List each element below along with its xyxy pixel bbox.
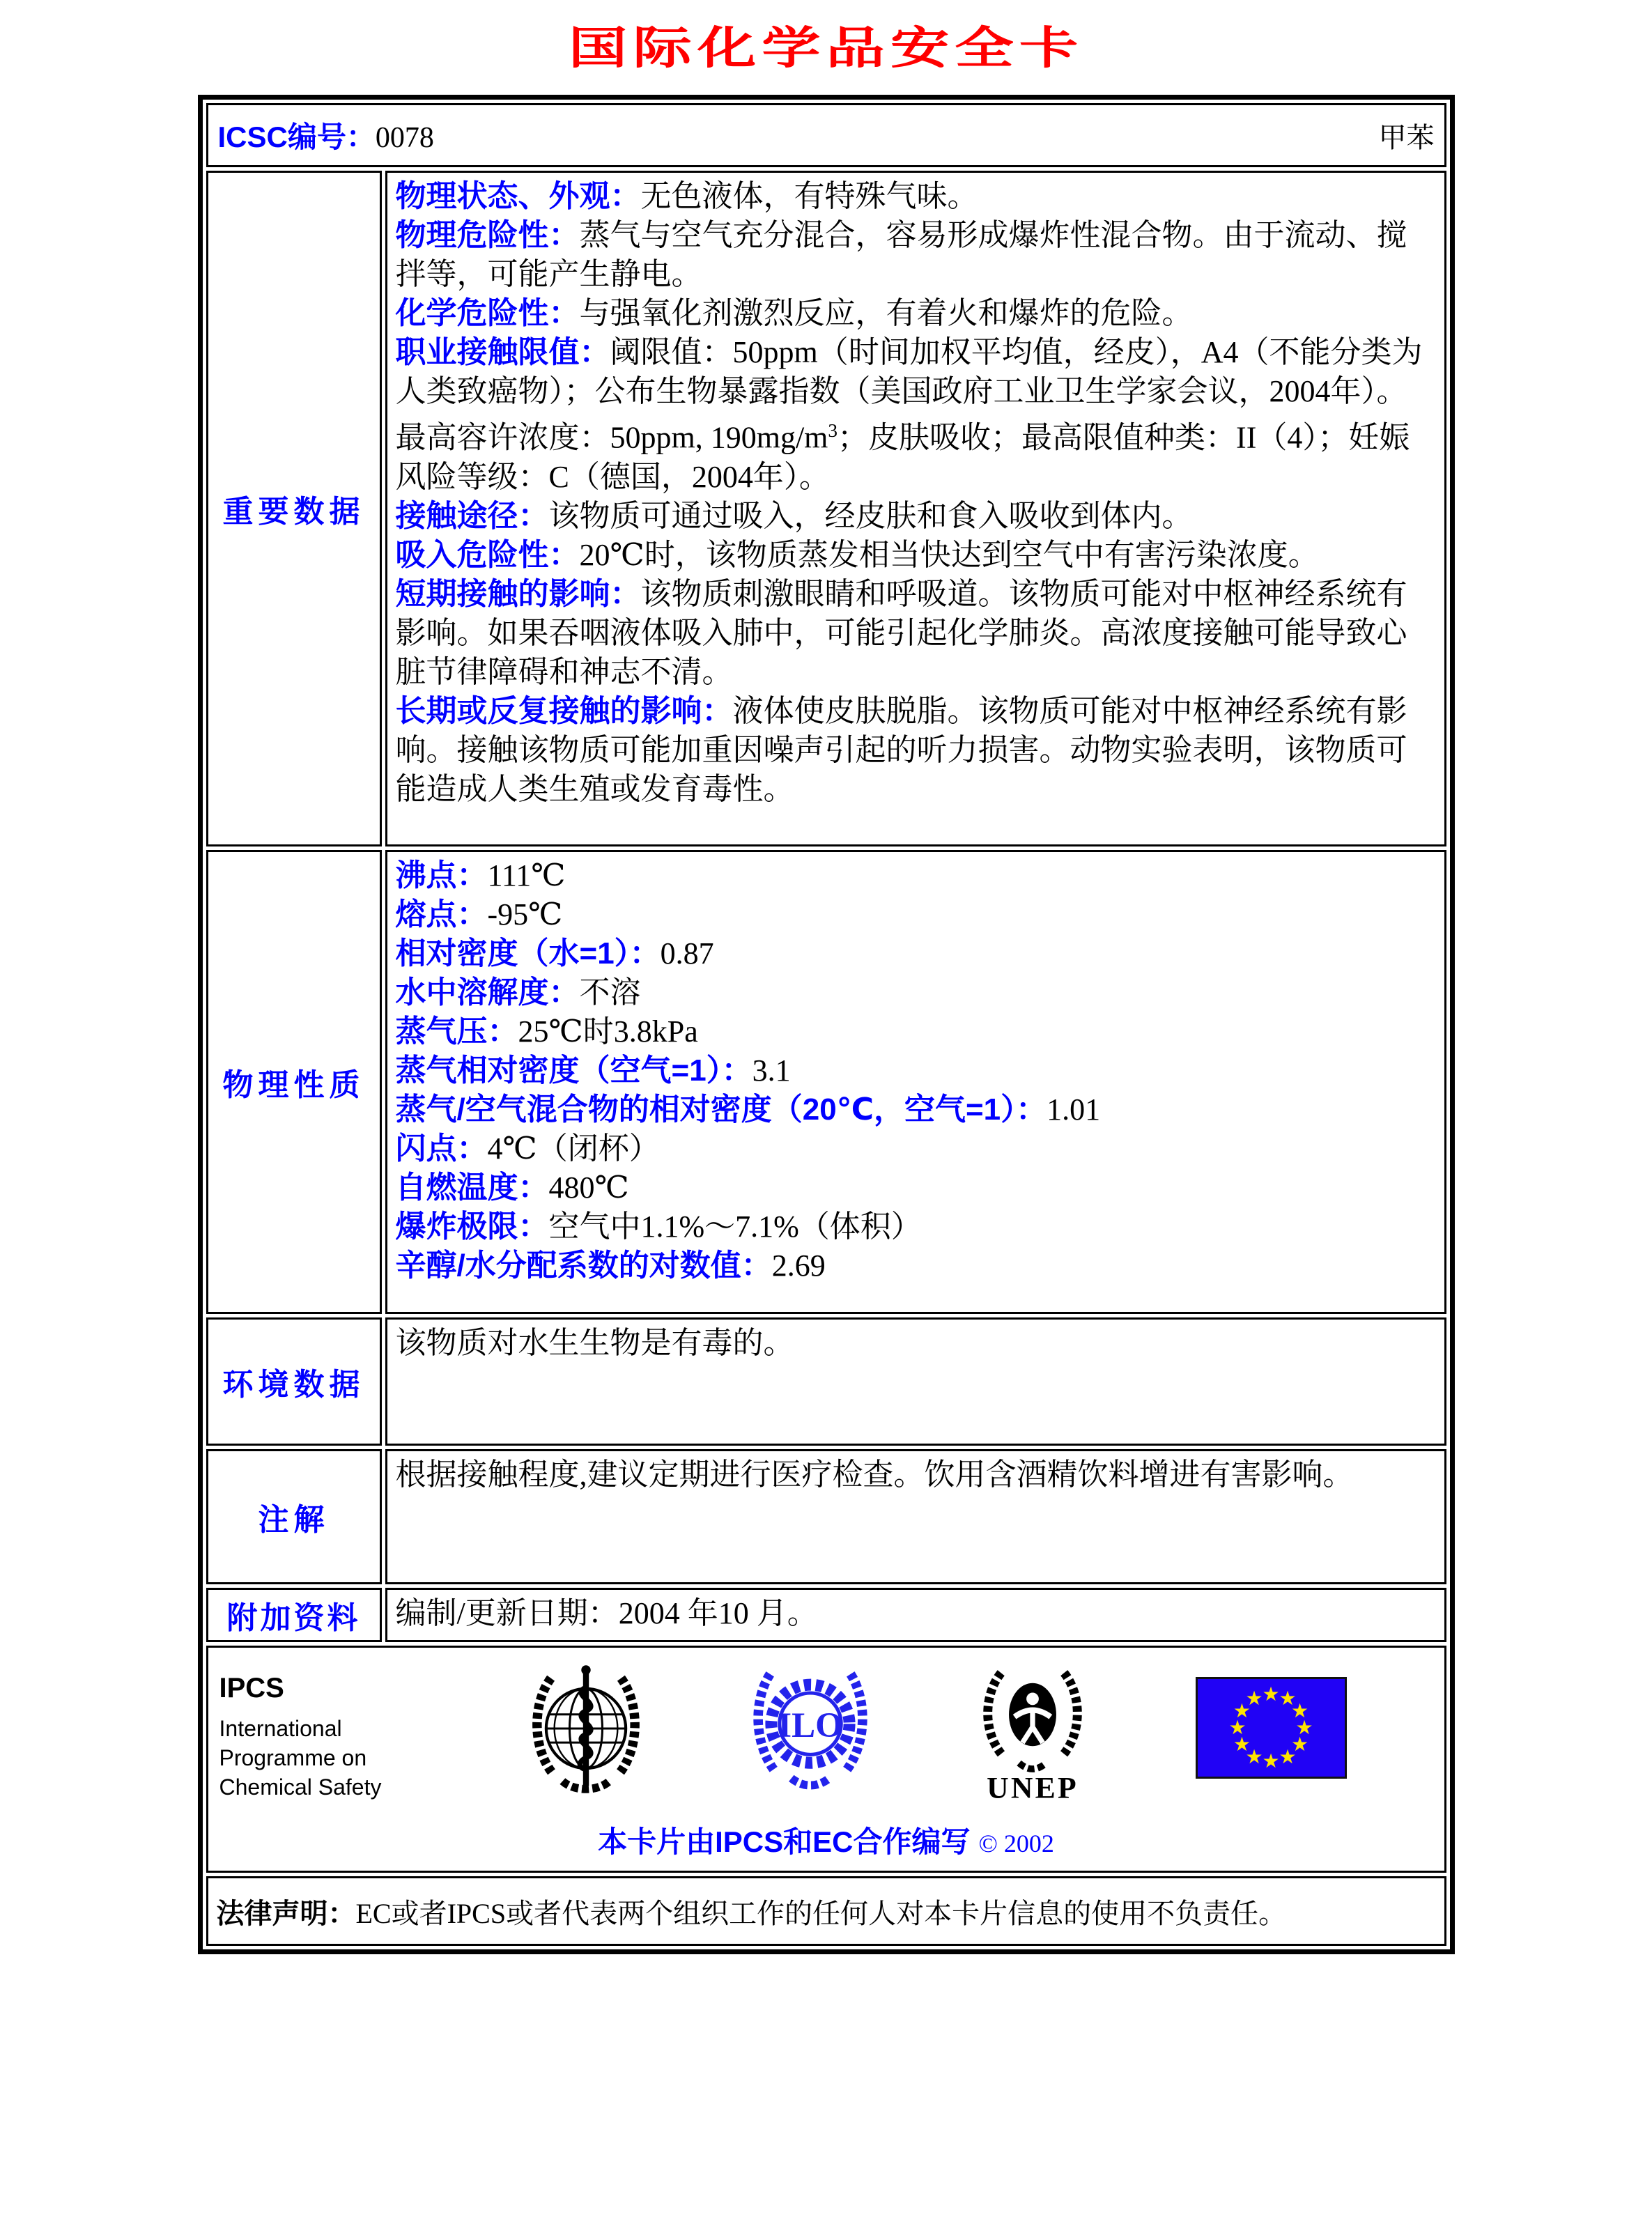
section-label-environmental-data: 环境数据 <box>206 1317 382 1446</box>
field-label: 蒸气压： <box>395 1014 518 1049</box>
section-content-environmental-data <box>385 1317 1446 1446</box>
paragraph <box>396 1324 1436 1363</box>
header-cell <box>206 103 1446 167</box>
text-run: 根据接触程度,建议定期进行医疗检查。饮用含酒精饮料增进有害影响。 <box>395 1458 1354 1492</box>
field-label: 爆炸极限： <box>395 1209 549 1244</box>
notes-text <box>396 1455 1436 1578</box>
section-row-environmental-data <box>206 1317 1446 1446</box>
text-run: 与强氧化剂激烈反应，有着火和爆炸的危险。 <box>579 296 1193 330</box>
section-label-important-data: 重要数据 <box>206 171 382 846</box>
credit-text: 本卡片由IPCS和EC合作编写 <box>598 1825 971 1858</box>
icsc-number-value: 0078 <box>375 122 434 154</box>
text-run: 20℃时，该物质蒸发相当快达到空气中有害污染浓度。 <box>579 537 1319 572</box>
field-label: 相对密度（水=1）： <box>395 936 661 971</box>
paragraph <box>396 216 1436 294</box>
text-run: 不溶 <box>579 975 641 1010</box>
text-run: 阈限值：50ppm（时间加权平均值，经皮），A4（不能分类为人类致癌物）；公布生物暴露指数（美国政府工业卫生学家会议，2004年）。最高容许浓度：50ppm, 190mg/m <box>395 335 1423 455</box>
text-run: 空气中1.1%～7.1%（体积） <box>548 1209 922 1244</box>
paragraph <box>396 1246 1436 1285</box>
field-label: 物理状态、外观： <box>395 179 641 213</box>
text-run: 无色液体，有特殊气味。 <box>640 179 978 213</box>
section-row-notes <box>206 1449 1446 1584</box>
text-run: 25℃时3.8kPa <box>518 1014 698 1049</box>
icsc-card-table <box>198 95 1455 1954</box>
paragraph <box>396 1012 1436 1051</box>
ipcs-line-2: Programme on <box>219 1745 367 1770</box>
icsc-number-group <box>218 114 434 156</box>
text-run: 蒸气与空气充分混合，容易形成爆炸性混合物。由于流动、搅拌等，可能产生静电。 <box>395 218 1407 291</box>
additional-info-text <box>396 1594 1436 1633</box>
text-run: 该物质刺激眼睛和呼吸道。该物质可能对中枢神经系统有影响。如果吞咽液体吸入肺中，可能引起化学肺炎。高浓度接触可能导致心脏节律障碍和神志不清。 <box>395 576 1407 689</box>
legal-cell <box>206 1876 1446 1946</box>
section-content-important-data <box>385 171 1446 846</box>
icsc-card-page <box>0 13 1652 2219</box>
important-data-text <box>396 177 1436 840</box>
paragraph <box>396 934 1436 973</box>
text-run: 2.69 <box>771 1248 826 1283</box>
text-run: -95℃ <box>487 897 563 931</box>
paragraph <box>396 536 1436 575</box>
page-title: 国际化学品安全卡 <box>568 24 1084 73</box>
text-run: ；皮肤吸收；最高限值种类：II（4）；妊娠风险等级：C（德国，2004年）。 <box>395 420 1410 494</box>
section-label-notes: 注解 <box>206 1449 382 1584</box>
field-label: 辛醇/水分配系数的对数值： <box>395 1248 772 1283</box>
paragraph <box>396 895 1436 934</box>
paragraph <box>396 1168 1436 1207</box>
legal-notice-text: EC或者IPCS或者代表两个组织工作的任何人对本卡片信息的使用不负责任。 <box>355 1897 1287 1929</box>
paragraph <box>396 177 1436 216</box>
text-run: 4℃（闭杯） <box>487 1131 660 1166</box>
text-run: 该物质可通过吸入，经皮肤和食入吸收到体内。 <box>548 498 1193 533</box>
ipcs-line-3: Chemical Safety <box>219 1775 382 1800</box>
field-label: 接触途径： <box>395 498 549 533</box>
legal-row <box>206 1876 1446 1946</box>
paragraph <box>396 973 1436 1012</box>
section-content-physical-properties <box>385 850 1446 1314</box>
field-label: 化学危险性： <box>395 296 580 330</box>
chemical-name: 甲苯 <box>1378 121 1435 153</box>
paragraph <box>396 1090 1436 1129</box>
unep-logo-text: UNEP <box>986 1771 1079 1805</box>
credit-year: © 2002 <box>978 1830 1054 1857</box>
text-run: 480℃ <box>548 1170 629 1205</box>
field-label: 水中溶解度： <box>395 975 580 1010</box>
paragraph <box>396 1129 1436 1168</box>
ipcs-line-1: International <box>219 1716 342 1741</box>
ilo-logo-text: ILO <box>778 1706 843 1745</box>
paragraph <box>396 1594 1436 1633</box>
text-run: 液体使皮肤脱脂。该物质可能对中枢神经系统有影响。接触该物质可能加重因噪声引起的听力损害。动物实验表明，该物质可能造成人类生殖或发育毒性。 <box>395 693 1407 806</box>
field-label: 蒸气/空气混合物的相对密度（20℃，空气=1）： <box>395 1092 1047 1127</box>
paragraph <box>396 333 1436 497</box>
field-label: 沸点： <box>395 858 488 892</box>
ipcs-acronym: IPCS <box>219 1673 284 1703</box>
paragraph <box>396 575 1436 692</box>
header-row <box>206 103 1446 167</box>
legal-notice-label: 法律声明： <box>216 1898 356 1929</box>
field-label: 职业接触限值： <box>395 335 610 369</box>
field-label: 短期接触的影响： <box>395 576 641 611</box>
paragraph <box>396 1051 1436 1090</box>
field-label: 自燃温度： <box>395 1170 549 1205</box>
paragraph <box>396 1207 1436 1246</box>
who-logo-icon <box>527 1662 644 1806</box>
section-content-additional-info <box>385 1588 1446 1642</box>
field-label: 蒸气相对密度（空气=1）： <box>395 1053 752 1088</box>
section-row-important-data <box>206 171 1446 846</box>
field-label: 熔点： <box>395 897 488 931</box>
section-content-notes <box>385 1449 1446 1584</box>
section-label-additional-info: 附加资料 <box>206 1588 382 1642</box>
text-run: 0.87 <box>660 936 714 971</box>
logos-row <box>206 1646 1446 1873</box>
section-label-physical-properties: 物理性质 <box>206 850 382 1314</box>
paragraph <box>396 1455 1436 1494</box>
ipcs-text-block <box>219 1662 422 1802</box>
ilo-logo-icon <box>751 1664 870 1796</box>
field-label: 物理危险性： <box>395 218 580 252</box>
environmental-data-text <box>396 1324 1436 1439</box>
text-run: 3.1 <box>752 1053 791 1088</box>
credit-line <box>208 1819 1444 1861</box>
paragraph <box>396 692 1436 809</box>
text-run: 编制/更新日期：2004 年10 月。 <box>395 1596 818 1630</box>
paragraph <box>396 497 1436 536</box>
eu-flag-icon: ★ ★ ★ ★ ★ ★ ★ ★ ★ ★ ★ ★ <box>1196 1677 1347 1779</box>
physical-properties-text <box>396 856 1436 1308</box>
paragraph <box>396 856 1436 895</box>
text-run: 111℃ <box>487 858 566 892</box>
logos-cell <box>206 1646 1446 1873</box>
section-row-additional-info <box>206 1588 1446 1642</box>
field-label: 长期或反复接触的影响： <box>395 693 733 728</box>
icsc-number-label: ICSC编号： <box>217 121 376 153</box>
text-run: 3 <box>828 420 838 441</box>
paragraph <box>396 294 1436 333</box>
text-run: 该物质对水生生物是有毒的。 <box>395 1326 794 1360</box>
section-row-physical-properties <box>206 850 1446 1314</box>
field-label: 闪点： <box>395 1131 488 1166</box>
unep-logo-icon <box>976 1662 1089 1809</box>
field-label: 吸入危险性： <box>395 537 580 572</box>
text-run: 1.01 <box>1047 1092 1101 1127</box>
